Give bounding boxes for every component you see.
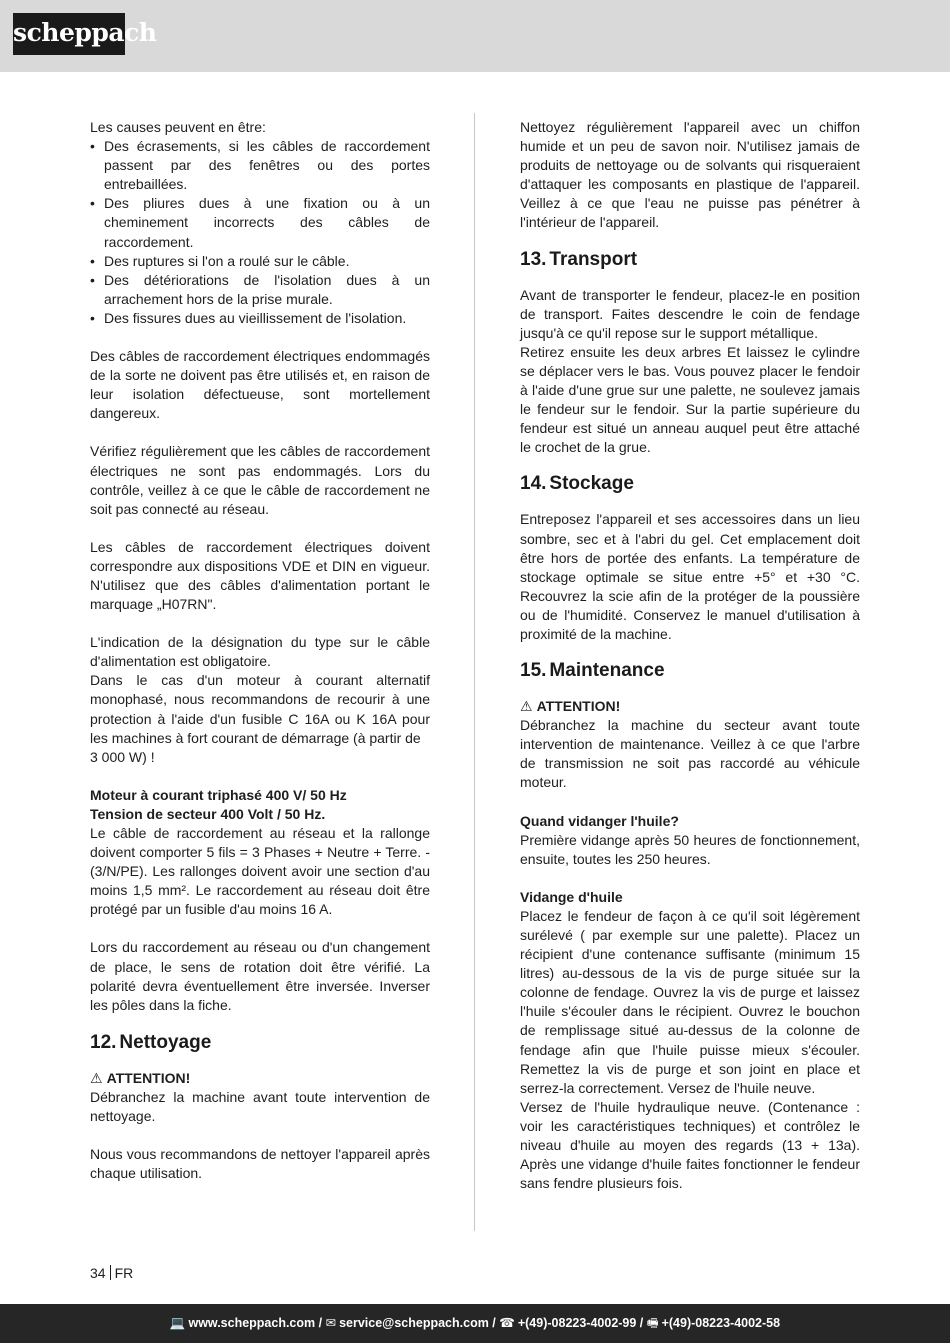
paragraph: Nous vous recommandons de nettoyer l'appareil après chaque utilisation. — [90, 1146, 430, 1182]
causes-intro: Les causes peuvent en être: — [90, 119, 266, 135]
paragraph: Le câble de raccordement au réseau et la rallonge doivent comporter 5 fils = 3 Phases + Neutre + Terre. - (3/N/PE). Les rallonges doivent avoir une section d'au moins 1,5 mm². Le raccordement au réseau doit être protégé par un fusible d'au moins 16 A. — [90, 825, 430, 918]
fax-number: +(49)-08223-4002-58 — [661, 1316, 781, 1330]
paragraph: L'indication de la désignation du type sur le câble d'alimentation est obligatoire. — [90, 634, 430, 670]
paragraph: Les câbles de raccordement électriques doivent correspondre aux dispositions VDE et DIN en vigueur. N'utilisez que des câbles d'alimentation portant le marquage „H07RN". — [90, 538, 430, 613]
attention-label: ⚠ ATTENTION! — [520, 697, 860, 716]
fax-icon: 🖷 — [646, 1316, 659, 1330]
contact-footer — [0, 1304, 950, 1343]
list-item: • Des fissures dues au vieillissement de l'isolation. — [90, 309, 407, 326]
email-link[interactable]: service@scheppach.com / — [339, 1316, 496, 1330]
paragraph: Retirez ensuite les deux arbres Et laissez le cylindre se déplacer vers le bas. Vous pouvez placer le fendoir à l'aide d'une grue sur une palette, ne soulevez jamais le fendeur sur le fendoir. Sur la partie supérieure du fendeur est situé un anneau auquel peut être attaché le crochet de la grue. — [520, 343, 860, 456]
list-item: • Des ruptures si l'on a roulé sur le câble. — [90, 252, 350, 269]
paragraph: Débranchez la machine avant toute intervention de nettoyage. — [90, 1088, 430, 1125]
causes-list — [90, 137, 430, 328]
warning-icon: ⚠ — [520, 698, 533, 715]
paragraph: Première vidange après 50 heures de fonctionnement, ensuite, toutes les 250 heures. — [520, 831, 860, 867]
paragraph: Lors du raccordement au réseau ou d'un changement de place, le sens de rotation doit être vérifié. La polarité devra éventuellement être inversée. Inverser les pôles dans la fiche. — [90, 939, 430, 1013]
paragraph: Avant de transporter le fendeur, placez-le en position de transport. Faites descendre le coin de fendage jusqu'à ce qu'il repose sur le support métallique. — [520, 286, 860, 341]
computer-icon: 💻 — [169, 1316, 186, 1330]
scheppach-logo: scheppach — [13, 13, 125, 55]
paragraph: Nettoyez régulièrement l'appareil avec un chiffon humide et un peu de savon noir. N'utilisez jamais de produits de nettoyage ou de solvants qui risqueraient d'attaquer les composants en plastique de l'appareil. Veillez à ce que l'eau ne puisse pas pénétrer à l'intérieur de l'appareil. — [520, 119, 860, 231]
paragraph: Dans le cas d'un moteur à courant alternatif monophasé, nous recommandons de recourir à une protection à l'aide d'un fusible C 16A ou K 16A pour les machines à fort courant de démarrage (à partir de — [90, 672, 430, 746]
paragraph: Débranchez la machine du secteur avant toute intervention de maintenance. Veillez à ce que l'arbre de transmission ne soit pas raccordé au véhicule moteur. — [520, 717, 860, 791]
section-heading-nettoyage: 12. Nettoyage — [90, 1031, 212, 1053]
warning-icon: ⚠ — [90, 1069, 103, 1086]
paragraph: Versez de l'huile hydraulique neuve. (Contenance : voir les caractéristiques techniques) et contrôlez le niveau d'huile au moyen des regards (13 + 13a). Après une vidange d'huile faites fonctionner le fendeur sans fendre plusieurs fois. — [520, 1098, 860, 1192]
right-column — [520, 118, 860, 1193]
phone-icon: ☎ — [499, 1316, 515, 1330]
page-header — [0, 0, 950, 72]
attention-label: ⚠ ATTENTION! — [90, 1069, 430, 1088]
subheading: Vidange d'huile — [520, 888, 623, 905]
paragraph: Placez le fendeur de façon à ce qu'il soit légèrement surélevé ( par exemple sur une palette). Placez un récipient d'une contenance suffisante (minimum 15 litres) au-dessous de la vis de purge située sur la colonne de fendage. Ouvrez la vis de purge et laissez l'huile s'écouler dans le récipient. Ouvrez le bouchon de remplissage situé au-dessus de la colonne de fendage afin que l'huile puisse mieux s'écouler. Remettez la vis de purge et son joint en place et serrez-la correctement. Versez de l'huile neuve. — [520, 907, 860, 1096]
bold-heading: Tension de secteur 400 Volt / 50 Hz. — [90, 805, 326, 822]
website-link[interactable]: www.scheppach.com / — [188, 1316, 323, 1330]
paragraph: 3 000 W) ! — [90, 748, 155, 765]
subheading: Quand vidanger l'huile? — [520, 812, 679, 829]
list-item: • Des pliures dues à une fixation ou à un cheminement incorrects des câbles de raccordement. — [90, 195, 430, 250]
mail-icon: ✉ — [325, 1316, 337, 1330]
column-divider — [474, 113, 475, 1231]
section-heading-maintenance: 15. Maintenance — [520, 660, 665, 682]
left-column — [90, 118, 430, 1183]
phone-number: +(49)-08223-4002-99 / — [517, 1316, 644, 1330]
section-heading-stockage: 14. Stockage — [520, 473, 634, 495]
page-number: 34 FR — [90, 1265, 134, 1281]
paragraph: Vérifiez régulièrement que les câbles de raccordement électriques ne sont pas endommagés. Lors du contrôle, veillez à ce que le câble de raccordement ne soit pas connecté au réseau. — [90, 443, 430, 517]
paragraph: Entreposez l'appareil et ses accessoires dans un lieu sombre, sec et à l'abri du gel. Cet emplacement doit être hors de portée des enfants. La température de stockage optimale se situe entre +5° et +30 °C. Recouvrez la scie afin de la protéger de la poussière ou de l'humidité. Conservez le manuel d'utilisation à proximité de la machine. — [520, 511, 860, 642]
list-item: • Des détériorations de l'isolation dues à un arrachement hors de la prise murale. — [90, 271, 430, 307]
bold-heading: Moteur à courant triphasé 400 V/ 50 Hz — [90, 786, 347, 803]
list-item: • Des écrasements, si les câbles de raccordement passent par des fenêtres ou des portes entrebaillées. — [90, 138, 430, 193]
paragraph: Des câbles de raccordement électriques endommagés de la sorte ne doivent pas être utilisés et, en raison de leur isolation défectueuse, sont mortellement dangereux. — [90, 348, 430, 422]
section-heading-transport: 13. Transport — [520, 248, 638, 270]
